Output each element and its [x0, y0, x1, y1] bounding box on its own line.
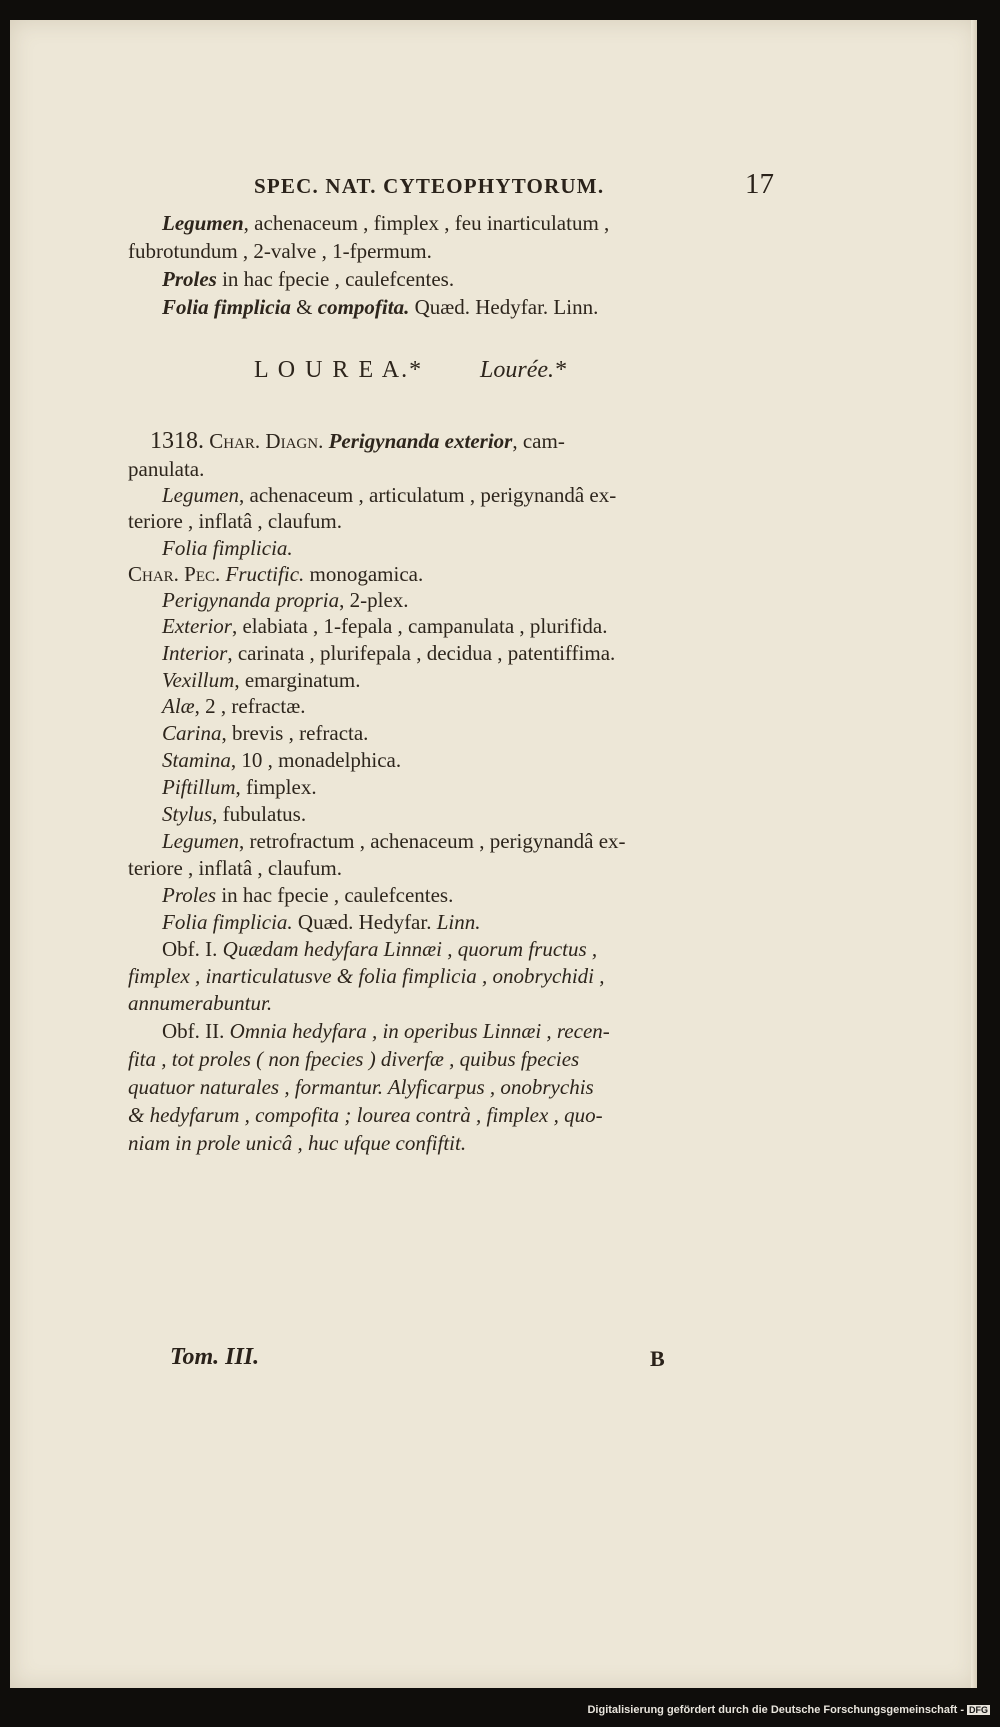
- genus-heading: [254, 357, 423, 383]
- prev-proles-line: Proles in hac fpecie , caulefcentes.: [162, 267, 455, 291]
- page-edge: [971, 20, 977, 1688]
- char-pec-item: Legumen, retrofractum , achenaceum , perigynandâ ex-: [162, 829, 626, 853]
- char-pec-folia-line: Folia fimplicia. Quæd. Hedyfar. Linn.: [162, 910, 481, 934]
- observation-2-line-4: & hedyfarum , compofita ; lourea contrà , fimplex , quo-: [128, 1103, 603, 1127]
- page-number: 17: [745, 168, 774, 200]
- observation-1: Obf. I. Quædam hedyfara Linnæi , quorum fructus ,: [162, 937, 598, 961]
- prev-legumen-line: Legumen, achenaceum , fimplex , feu inarticulatum ,: [162, 211, 610, 235]
- observation-2: Obf. II. Omnia hedyfara , in operibus Linnæi , recen-: [162, 1019, 610, 1043]
- digitization-credit: Digitalisierung gefördert durch die Deutsche Forschungsgemeinschaft - DFG: [587, 1704, 988, 1716]
- char-pec-line: Char. Pec. Fructific. monogamica.: [128, 562, 424, 586]
- observation-1-line-2: fimplex , inarticulatusve & folia fimplicia , onobrychidi ,: [128, 964, 605, 988]
- char-pec-item: Vexillum, emarginatum.: [162, 668, 361, 692]
- diagnosis-folia-line: Folia fimplicia.: [162, 536, 293, 560]
- running-head: [254, 166, 774, 206]
- volume-signature: Tom. III.: [170, 1344, 260, 1370]
- char-pec-item: Carina, brevis , refracta.: [162, 721, 369, 745]
- char-pec-proles-line: Proles in hac fpecie , caulefcentes.: [162, 883, 454, 907]
- char-pec-legumen-cont: teriore , inflatâ , claufum.: [128, 856, 342, 880]
- article-number: 1318.: [150, 428, 204, 454]
- genus-french-name: Lourée.*: [480, 357, 566, 383]
- dfg-logo: DFG: [969, 1705, 988, 1715]
- char-pec-item: Perigynanda propria, 2-plex.: [162, 588, 409, 612]
- diagnosis-legumen-cont: teriore , inflatâ , claufum.: [128, 509, 342, 533]
- diagnosis-cont: panulata.: [128, 457, 205, 481]
- book-page: [10, 20, 977, 1688]
- prev-legumen-cont: fubrotundum , 2-valve , 1-fpermum.: [128, 239, 432, 263]
- char-pec-item: Stylus, fubulatus.: [162, 802, 307, 826]
- observation-2-line-3: quatuor naturales , formantur. Alyficarpus , onobrychis: [128, 1075, 594, 1099]
- diagnosis-legumen-line: Legumen, achenaceum , articulatum , perigynandâ ex-: [162, 483, 617, 507]
- genus-name: L O U R E A.*: [254, 357, 424, 383]
- prev-folia-line: Folia fimplicia & compofita. Quæd. Hedyfar. Linn.: [162, 295, 599, 319]
- char-pec-item: Exterior, elabiata , 1-fepala , campanulata , plurifida.: [162, 614, 608, 638]
- char-pec-item: Stamina, 10 , monadelphica.: [162, 748, 402, 772]
- char-pec-item: Alæ, 2 , refractæ.: [162, 694, 306, 718]
- observation-1-line-3: annumerabuntur.: [128, 991, 273, 1015]
- gathering-letter: B: [650, 1346, 665, 1371]
- observation-2-line-2: fita , tot proles ( non fpecies ) diverfæ , quibus fpecies: [128, 1047, 580, 1071]
- observation-2-line-5: niam in prole unicâ , huc ufque confiftit.: [128, 1131, 467, 1155]
- running-title: SPEC. NAT. CYTEOPHYTORUM.: [254, 174, 605, 198]
- diagnosis-line: 1318. Char. Diagn. Perigynanda exterior, cam-: [150, 428, 565, 454]
- char-pec-item: Piftillum, fimplex.: [162, 775, 317, 799]
- char-pec-item: Interior, carinata , plurifepala , decidua , patentiffima.: [162, 641, 616, 665]
